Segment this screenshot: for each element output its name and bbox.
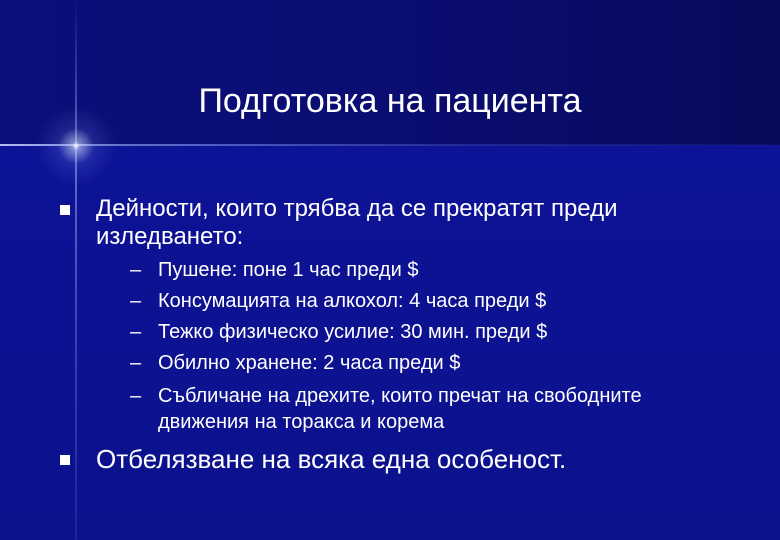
decorative-horizontal-line (0, 144, 780, 146)
title-band (0, 0, 780, 145)
sub-item-line: Събличане на дрехите, които пречат на свободните (158, 385, 642, 407)
dash-bullet: – (130, 290, 142, 312)
dash-bullet: – (130, 352, 142, 374)
bullet-text: Отбелязване на всяка една особеност. (96, 444, 567, 474)
sub-item: Консумацията на алкохол: 4 часа преди $ (158, 290, 547, 312)
sub-item: Тежко физическо усилие: 30 мин. преди $ (158, 321, 548, 343)
slide-title: Подготовка на пациента (198, 82, 582, 120)
bullet-text-line: изледването: (96, 223, 244, 250)
square-bullet-icon (60, 455, 70, 465)
sub-item: Пушене: поне 1 час преди $ (158, 259, 419, 281)
bullet-text-line: Дейности, които трябва да се прекратят преди (96, 195, 618, 222)
sub-item-line: движения на торакса и корема (158, 411, 445, 433)
dash-bullet: – (130, 321, 142, 343)
sub-item: Обилно хранене: 2 часа преди $ (158, 352, 461, 374)
dash-bullet: – (130, 259, 142, 281)
dash-bullet: – (130, 385, 142, 407)
square-bullet-icon (60, 205, 70, 215)
